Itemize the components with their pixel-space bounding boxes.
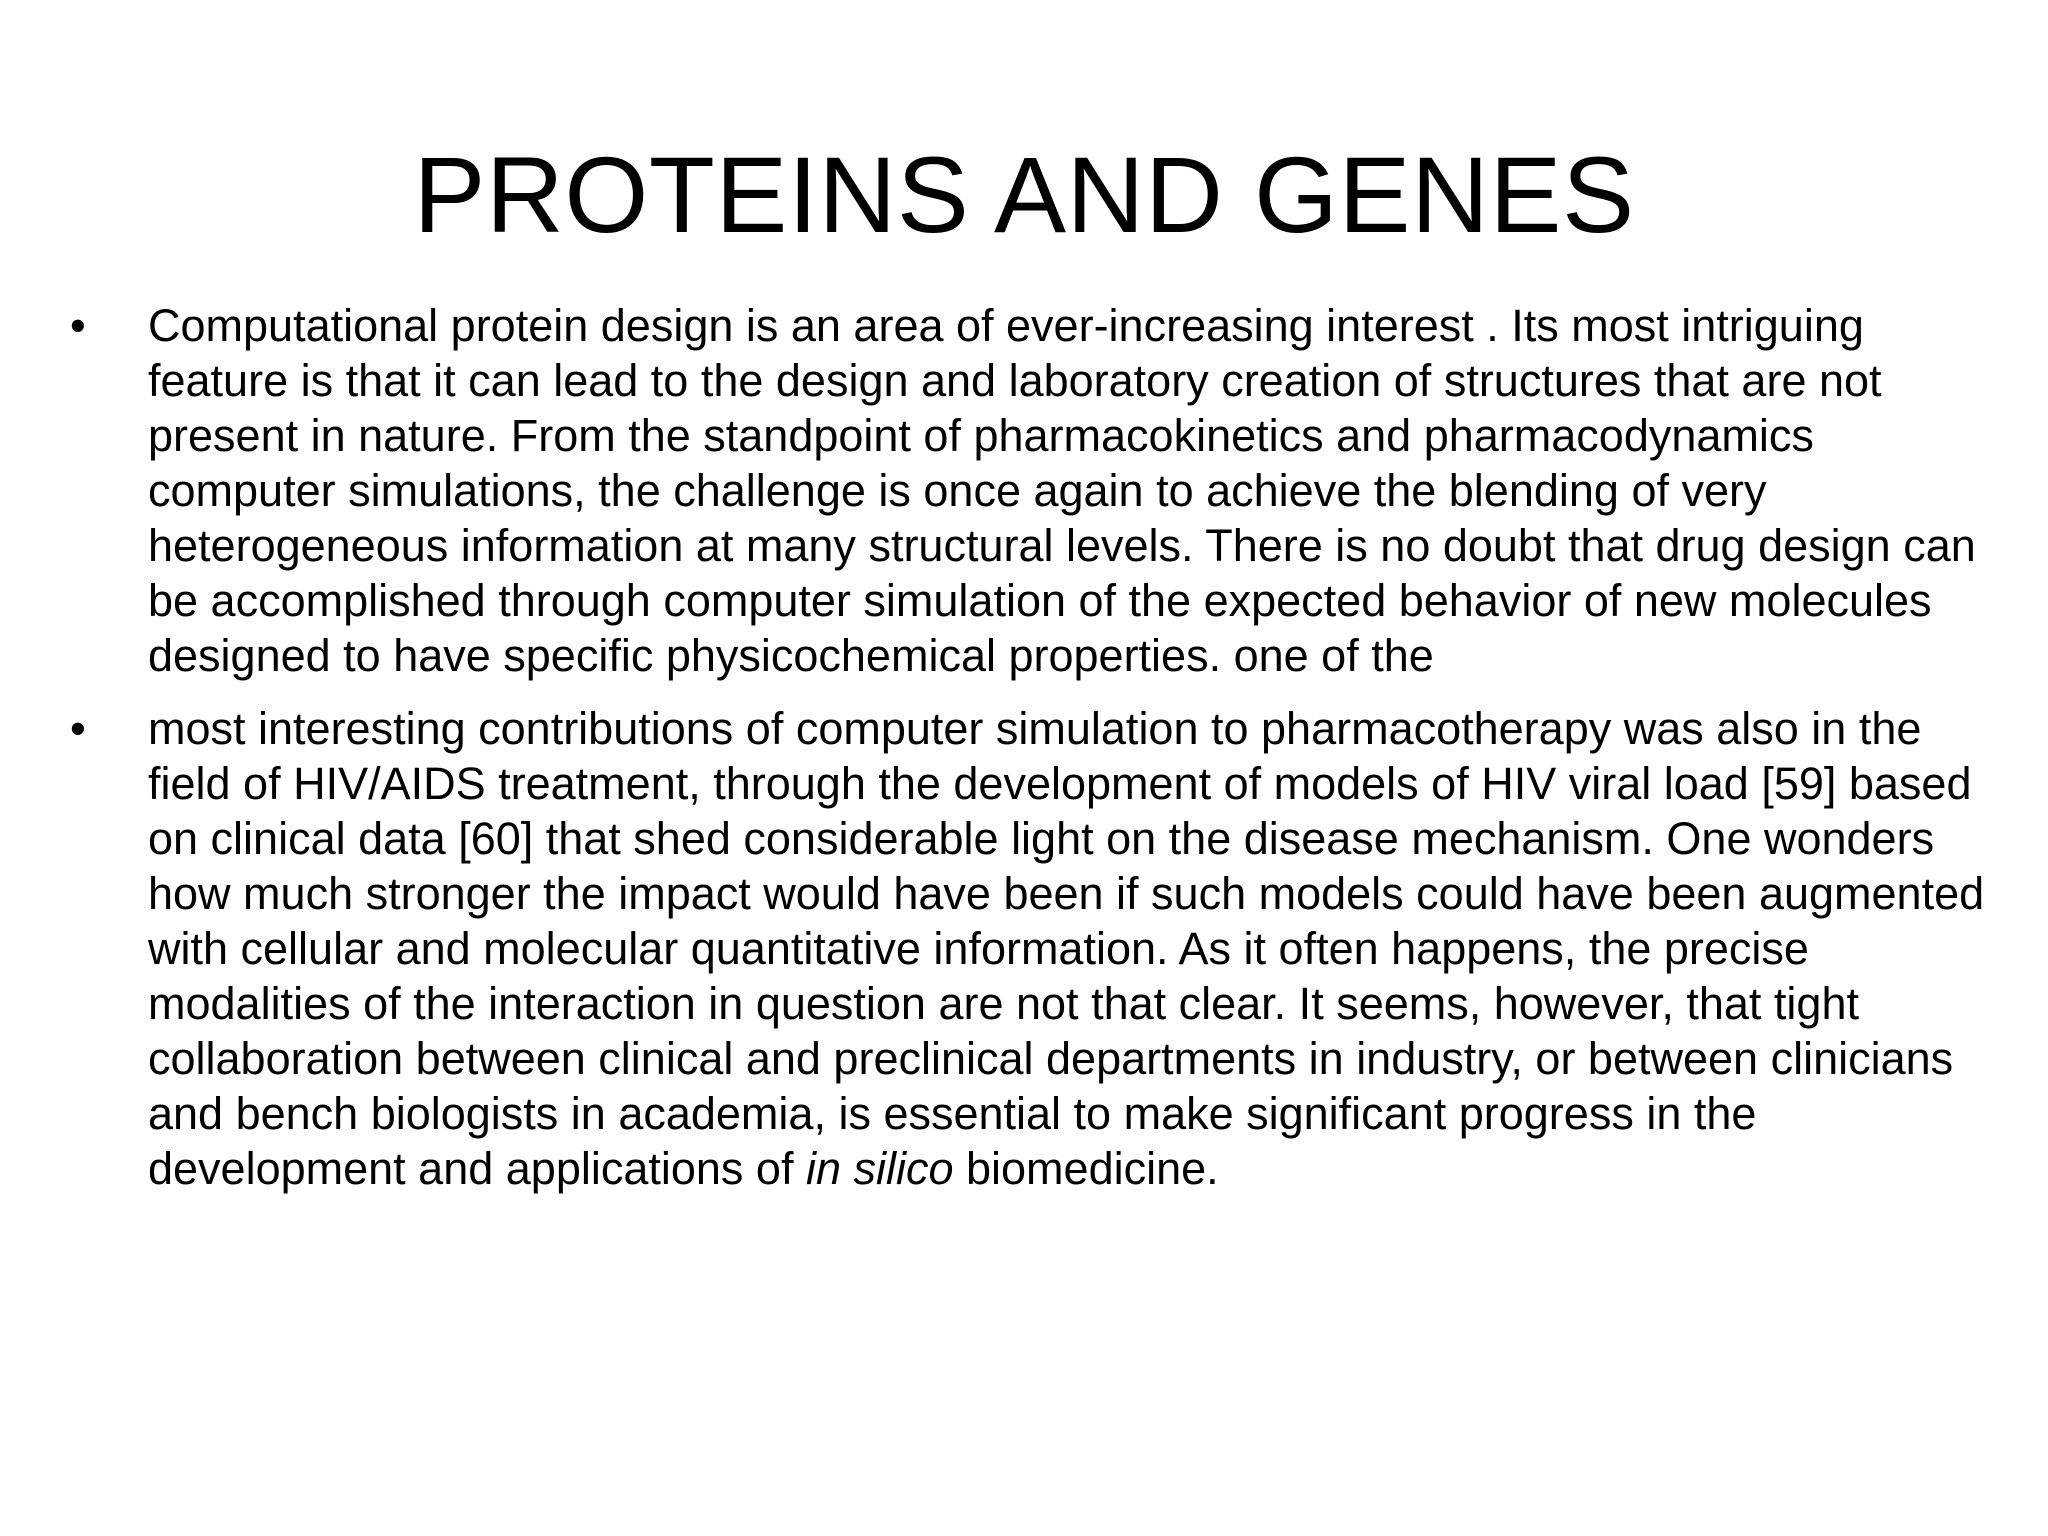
bullet-icon: • <box>70 703 86 754</box>
bullet-text-2 <box>148 703 1984 1194</box>
bullet-item-1 <box>70 298 1985 683</box>
slide-title: PROTEINS AND GENES <box>413 134 1635 255</box>
bullet-text-2-part-1: most interesting contributions of computer simulation to pharmacotherapy was also in the field of HIV/AIDS treatment, through the development of models of HIV viral load [59] based on clinical data [60] that shed considerable light on the disease mechanism. One wonders how much stronger the impact would have been if such models could have been augmented with cellular and molecular quantitative information. As it often happens, the precise modalities of the interaction in question are not that clear. It seems, however, that tight collaboration between clinical and preclinical departments in industry, or between clinicians and bench biologists in academia, is essential to make significant progress in the development and applications of <box>148 703 1985 1194</box>
bullet-text-1: Computational protein design is an area of ever-increasing interest . Its most intriguing feature is that it can lead to the design and laboratory creation of structures that are not present in nature. From the standpoint of pharmacokinetics and pharmacodynamics computer simulations, the challenge is once again to achieve the blending of very heterogeneous information at many structural levels. There is no doubt that drug design can be accomplished through computer simulation of the expected behavior of new molecules designed to have specific physicochemical properties. one of the <box>148 300 1976 681</box>
bullet-text-2-italic: in silico <box>805 1143 954 1194</box>
bullet-text-2-part-2: biomedicine. <box>953 1143 1219 1194</box>
bullet-list <box>70 298 1985 1214</box>
bullet-icon: • <box>70 300 86 351</box>
bullet-item-2 <box>70 701 1985 1196</box>
